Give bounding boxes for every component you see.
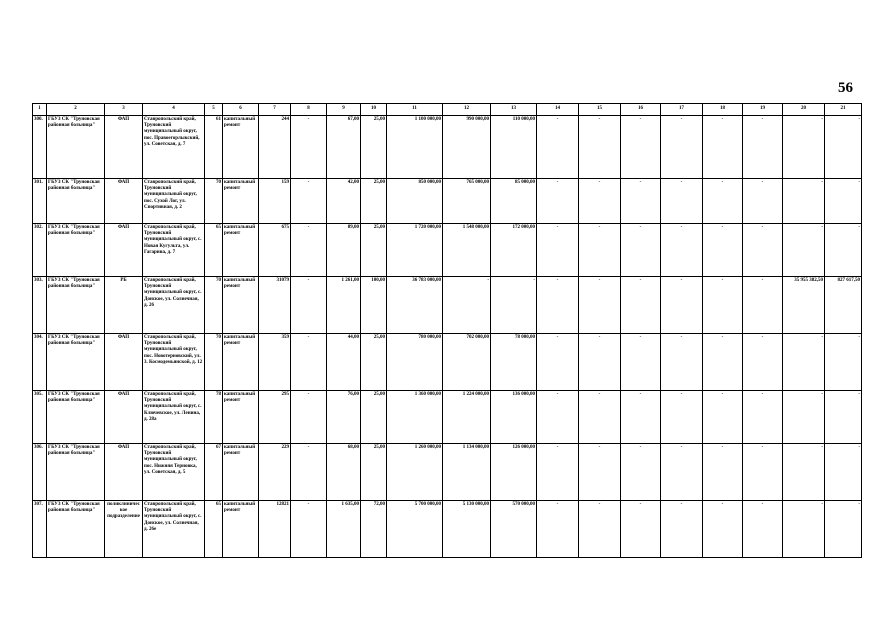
table-cell: 61 [205,116,223,179]
table-cell: 1 548 000,00 [443,224,491,277]
table-cell: - [537,116,579,179]
table-cell: 67 [205,444,223,501]
column-header: 21 [825,104,862,116]
table-cell: 295 [259,391,291,444]
table-cell: ГБУЗ СК "Труновская районная больница" [47,277,105,334]
table-cell: 67,00 [327,116,361,179]
table-cell: ФАП [105,391,143,444]
table-cell: 70 [205,334,223,391]
table-cell: - [579,444,621,501]
table-cell: - [443,277,491,334]
table-cell: Ставропольский край, Труновский муниципальный округ, с. Новая Кугульта, ул. Гагарина, д. 7 [143,224,205,277]
table-cell: - [825,501,862,558]
data-table [32,103,862,558]
table-cell: 1 360 000,00 [387,391,443,444]
table-cell: - [825,116,862,179]
table-cell: 827 617,50 [825,277,862,334]
table-cell: - [743,224,783,277]
table-cell: - [621,116,661,179]
column-header: 18 [703,104,743,116]
table-cell: - [783,391,825,444]
table-cell: - [703,277,743,334]
table-cell: 1 720 000,00 [387,224,443,277]
table-cell: ФАП [105,179,143,224]
table-cell: 78 [205,391,223,444]
table-cell: - [579,179,621,224]
table-cell: 44,00 [327,334,361,391]
table-cell: - [291,444,327,501]
table-cell: 301. [33,179,47,224]
table-cell: - [825,179,862,224]
table-cell: 305. [33,391,47,444]
table-cell: - [291,224,327,277]
table-cell: 570 000,00 [491,501,537,558]
table-cell: - [825,444,862,501]
table-cell: капитальный ремонт [223,391,259,444]
table-cell: 25,00 [361,116,387,179]
column-header: 16 [621,104,661,116]
column-header: 2 [47,104,105,116]
column-header: 11 [387,104,443,116]
table-cell: 126 000,00 [491,444,537,501]
table-cell: ГБУЗ СК "Труновская районная больница" [47,334,105,391]
table-cell: - [621,224,661,277]
table-cell: - [825,334,862,391]
table-cell: - [621,501,661,558]
table-cell: капитальный ремонт [223,444,259,501]
table-cell: Ставропольский край, Труновский муниципальный округ, с. Донское, ул. Солнечная, д. 26е [143,501,205,558]
table-cell: - [661,277,703,334]
table-cell: 1 260 000,00 [387,444,443,501]
table-cell: - [703,501,743,558]
table-cell: 76,00 [327,391,361,444]
table-cell: 675 [259,224,291,277]
table-cell: - [743,444,783,501]
table-cell: 85 000,00 [491,179,537,224]
table-cell: - [621,277,661,334]
table-cell: - [743,179,783,224]
table-cell: - [537,224,579,277]
table-cell: ГБУЗ СК "Труновская районная больница" [47,224,105,277]
table-cell: ФАП [105,224,143,277]
column-header: 17 [661,104,703,116]
table-cell: - [291,501,327,558]
table-cell: поликлиническое подразделение [105,501,143,558]
table-cell: ГБУЗ СК "Труновская районная больница" [47,444,105,501]
table-cell: ГБУЗ СК "Труновская районная больница" [47,179,105,224]
table-cell: 159 [259,179,291,224]
table-cell: 25,00 [361,391,387,444]
table-cell: 72,00 [361,501,387,558]
table-cell: - [743,116,783,179]
table-cell: Ставропольский край, Труновский муниципальный округ, пос. Новотерновский, ул. 3. Космодемьянской, д. 12 [143,334,205,391]
table-cell: - [491,277,537,334]
table-cell: 359 [259,334,291,391]
table-cell: 136 000,00 [491,391,537,444]
table-cell: 5 700 000,00 [387,501,443,558]
table-row [33,391,862,444]
column-header: 13 [491,104,537,116]
table-cell: - [291,179,327,224]
column-header: 12 [443,104,491,116]
table-cell: - [783,116,825,179]
table-cell: - [825,391,862,444]
table-cell: - [703,224,743,277]
column-header: 14 [537,104,579,116]
table-row [33,444,862,501]
table-cell: капитальный ремонт [223,277,259,334]
table-cell: - [703,334,743,391]
table-cell: - [703,116,743,179]
table-cell: - [537,334,579,391]
table-cell: - [291,334,327,391]
table-cell: 1 134 000,00 [443,444,491,501]
table-cell: Ставропольский край, Труновский муниципальный округ, с. Ключевское, ул. Ленина, д. 28а [143,391,205,444]
table-cell: 306. [33,444,47,501]
table-cell: - [703,179,743,224]
table-cell: капитальный ремонт [223,179,259,224]
table-cell: - [291,391,327,444]
table-cell: - [703,444,743,501]
table-cell: - [537,501,579,558]
column-header: 3 [105,104,143,116]
table-cell: 244 [259,116,291,179]
table-cell: 31079 [259,277,291,334]
table-row [33,116,862,179]
table-cell: ГБУЗ СК "Труновская районная больница" [47,116,105,179]
table-row [33,224,862,277]
table-row [33,179,862,224]
table-cell: 172 000,00 [491,224,537,277]
table-cell: 65 [205,224,223,277]
table-cell: - [537,277,579,334]
table-cell: - [661,179,703,224]
table-cell: 36 783 000,00 [387,277,443,334]
table-cell: - [743,334,783,391]
table-row [33,334,862,391]
table-cell: 1 261,00 [327,277,361,334]
column-header: 6 [223,104,259,116]
table-cell: 89,00 [327,224,361,277]
table-cell: 65 [205,501,223,558]
table-cell: - [661,444,703,501]
table-cell: - [743,277,783,334]
table-cell: капитальный ремонт [223,334,259,391]
table-cell: Ставропольский край, Труновский муниципальный округ, пос. Нижняя Терновка, ул. Советская, д. 5 [143,444,205,501]
table-cell: - [537,391,579,444]
table-cell: 12821 [259,501,291,558]
table-cell: 1 100 000,00 [387,116,443,179]
column-header: 1 [33,104,47,116]
table-row [33,277,862,334]
column-header: 19 [743,104,783,116]
table-body [33,116,862,558]
table-cell: - [291,116,327,179]
table-cell: 35 955 382,50 [783,277,825,334]
column-header: 8 [291,104,327,116]
table-cell: - [537,179,579,224]
table-cell: ФАП [105,444,143,501]
table-cell: - [743,501,783,558]
table-cell: - [579,224,621,277]
table-cell: - [579,116,621,179]
table-cell: - [783,444,825,501]
table-cell: 25,00 [361,179,387,224]
table-cell: капитальный ремонт [223,501,259,558]
table-cell: - [783,224,825,277]
table-cell: - [291,277,327,334]
table-cell: 702 000,00 [443,334,491,391]
table-cell: 70 [205,277,223,334]
table-row [33,501,862,558]
table-header [33,104,862,116]
header-row [33,104,862,116]
table-cell: 78 000,00 [491,334,537,391]
column-header: 9 [327,104,361,116]
table-cell: 42,00 [327,179,361,224]
table-cell: - [621,179,661,224]
table-cell: 5 130 000,00 [443,501,491,558]
table-cell: 229 [259,444,291,501]
table-cell: - [743,391,783,444]
table-cell: - [825,224,862,277]
table-cell: капитальный ремонт [223,116,259,179]
table-cell: 990 000,00 [443,116,491,179]
table-cell: 302. [33,224,47,277]
table-cell: капитальный ремонт [223,224,259,277]
column-header: 4 [143,104,205,116]
table-cell: - [661,116,703,179]
table-cell: 1 224 000,00 [443,391,491,444]
table-cell: - [537,444,579,501]
table-cell: - [621,334,661,391]
table-cell: 25,00 [361,334,387,391]
table-cell: - [661,334,703,391]
table-cell: - [579,334,621,391]
table-cell: Ставропольский край, Труновский муниципальный округ, пос. Сухой Лог, ул. Спортивная, д. 2 [143,179,205,224]
table-cell: - [661,501,703,558]
table-cell: РБ [105,277,143,334]
table-cell: ГБУЗ СК "Труновская районная больница" [47,391,105,444]
column-header: 10 [361,104,387,116]
table-cell: - [661,224,703,277]
table-cell: - [621,444,661,501]
table-cell: Ставропольский край, Труновский муниципальный округ, пос. Правоегорлыкский, ул. Советская, д. 7 [143,116,205,179]
table-cell: - [579,501,621,558]
table-cell: - [661,391,703,444]
table-cell: 70 [205,179,223,224]
table-cell: 100,00 [361,277,387,334]
page-number: 56 [838,80,853,96]
table-cell: 780 000,00 [387,334,443,391]
table-cell: Ставропольский край, Труновский муниципальный округ, с. Донское, ул. Солнечная, д. 26 [143,277,205,334]
column-header: 7 [259,104,291,116]
table-cell: - [783,334,825,391]
table-cell: 300. [33,116,47,179]
column-header: 5 [205,104,223,116]
column-header: 20 [783,104,825,116]
table-cell: ГБУЗ СК "Труновская районная больница" [47,501,105,558]
table-cell: 1 635,00 [327,501,361,558]
table-cell: 307. [33,501,47,558]
table-cell: ФАП [105,116,143,179]
column-header: 15 [579,104,621,116]
table-cell: 25,00 [361,444,387,501]
table-cell: - [783,501,825,558]
table-cell: - [579,391,621,444]
table-cell: 304. [33,334,47,391]
table-cell: 303. [33,277,47,334]
table-cell: 25,00 [361,224,387,277]
table-cell: ФАП [105,334,143,391]
table-cell: - [783,179,825,224]
table-cell: 850 000,00 [387,179,443,224]
table-cell: - [703,391,743,444]
table-cell: 765 000,00 [443,179,491,224]
table-cell: - [579,277,621,334]
table-cell: 110 000,00 [491,116,537,179]
table-cell: - [621,391,661,444]
table-cell: 68,00 [327,444,361,501]
